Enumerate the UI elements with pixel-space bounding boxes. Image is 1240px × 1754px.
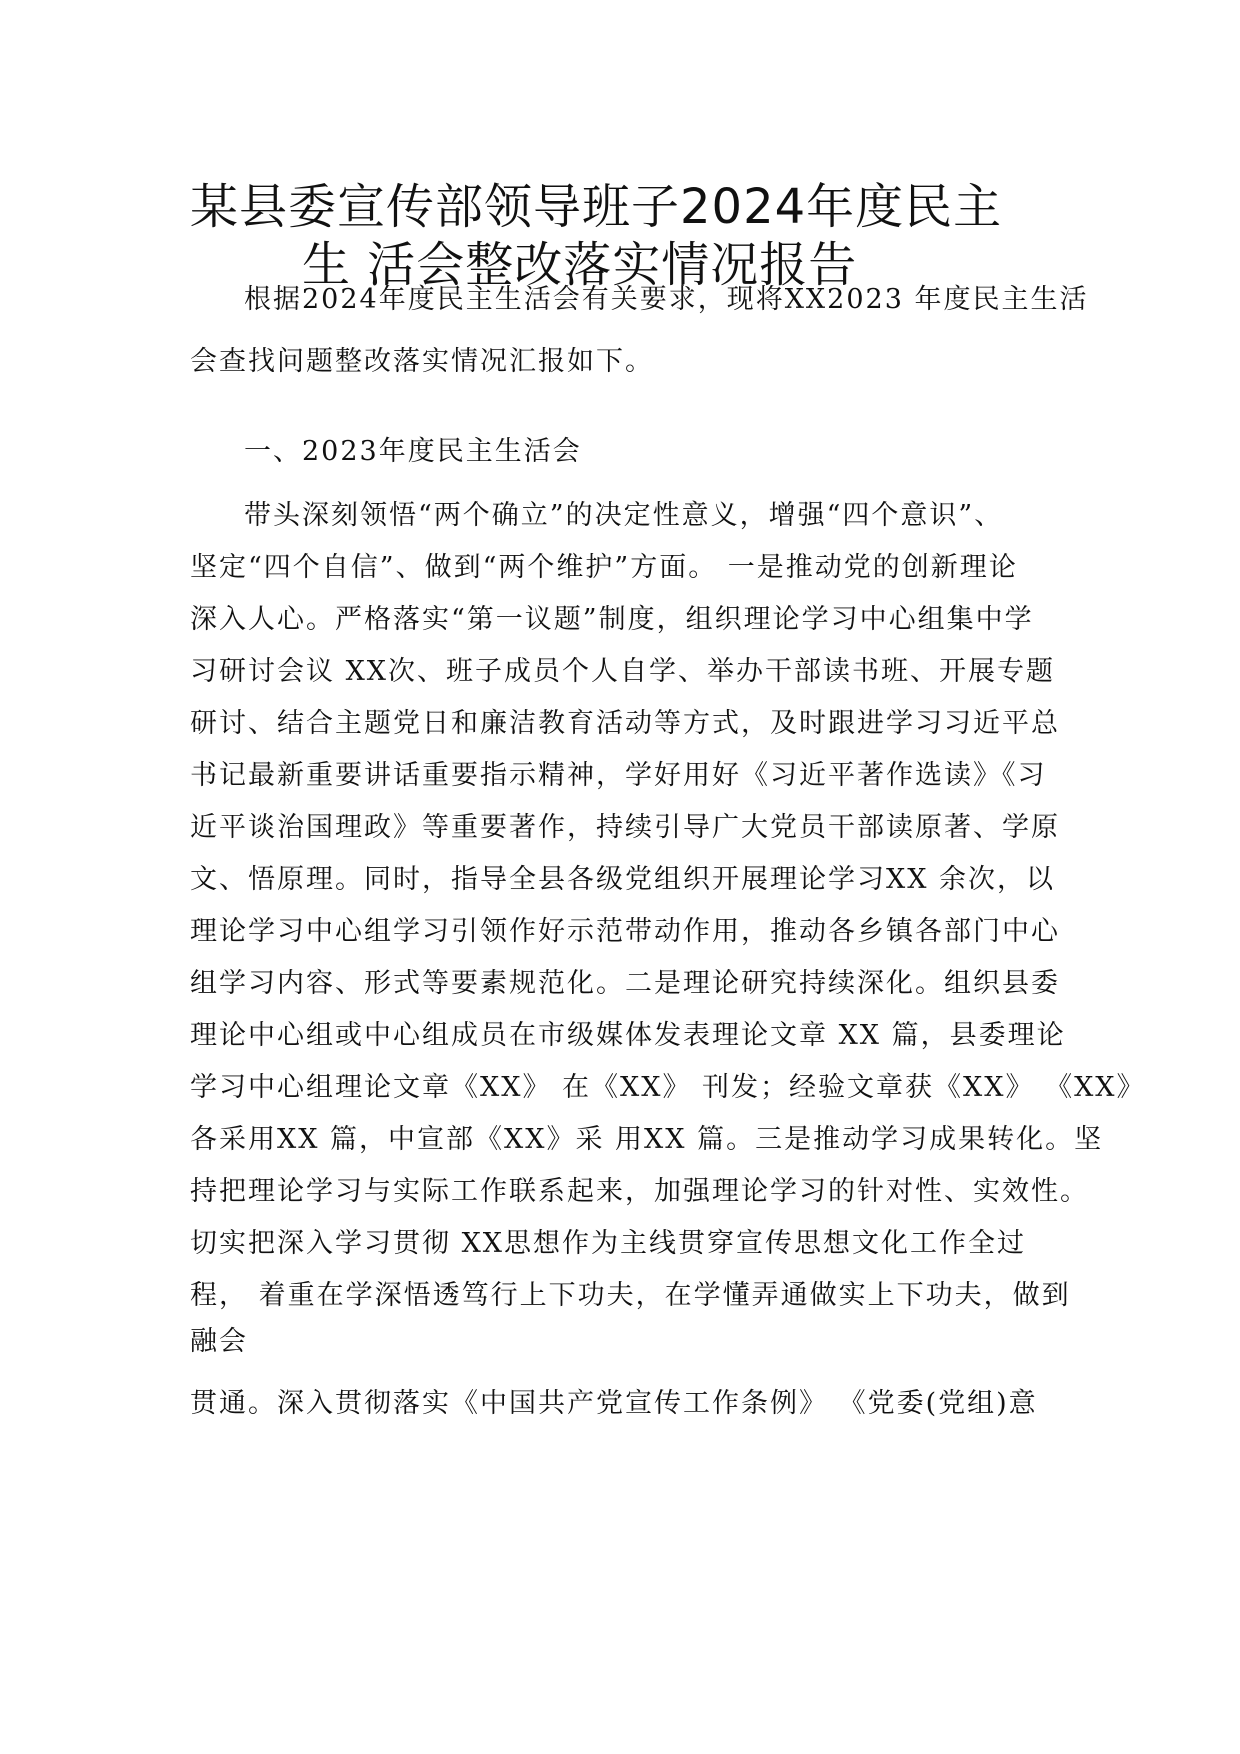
paragraph-line: 深入人心。严格落实“第一议题”制度，组织理论学习中心组集中学 — [190, 604, 1034, 635]
intro-line: 根据2024年度民主生活会有关要求，现将XX2023 年度民主生活 — [244, 284, 1089, 315]
paragraph-line: 学习中心组理论文章《XX》 在《XX》 刊发；经验文章获《XX》 《XX》 — [190, 1072, 1146, 1103]
paragraph-line: 带头深刻领悟“两个确立”的决定性意义，增强“四个意识”、 — [244, 500, 1004, 531]
paragraph-line: 习研讨会议 XX次、班子成员个人自学、举办干部读书班、开展专题 — [190, 656, 1056, 687]
body-paragraph — [190, 490, 1146, 1430]
paragraph-line: 程， 着重在学深悟透笃行上下功夫，在学懂弄通做实上下功夫，做到 — [190, 1280, 1071, 1311]
paragraph-line: 各采用XX 篇，中宣部《XX》采 用XX 篇。三是推动学习成果转化。坚 — [190, 1124, 1104, 1155]
paragraph-line: 坚定“四个自信”、做到“两个维护”方面。 一是推动党的创新理论 — [190, 552, 1018, 583]
paragraph-line: 持把理论学习与实际工作联系起来，加强理论学习的针对性、实效性。 — [190, 1176, 1089, 1207]
paragraph-line: 切实把深入学习贯彻 XX思想作为主线贯穿宣传思想文化工作全过 — [190, 1228, 1027, 1259]
section-heading: 一、2023年度民主生活会 — [244, 436, 582, 467]
paragraph-line: 文、悟原理。同时，指导全县各级党组织开展理论学习XX 余次，以 — [190, 864, 1056, 895]
title-line-2: 生 活会整改落实情况报告 — [302, 237, 858, 293]
intro-paragraph — [190, 270, 1089, 394]
paragraph-line: 书记最新重要讲话重要指示精神，学好用好《习近平著作选读》《习 — [190, 760, 1047, 791]
paragraph-line: 组学习内容、形式等要素规范化。二是理论研究持续深化。组织县委 — [190, 968, 1060, 999]
intro-line: 会查找问题整改落实情况汇报如下。 — [190, 346, 654, 377]
paragraph-line: 近平谈治国理政》等重要著作，持续引导广大党员干部读原著、学原 — [190, 812, 1060, 843]
paragraph-line: 理论学习中心组学习引领作好示范带动作用，推动各乡镇各部门中心 — [190, 916, 1060, 947]
paragraph-line: 融会 — [190, 1326, 248, 1357]
paragraph-line: 理论中心组或中心组成员在市级媒体发表理论文章 XX 篇，县委理论 — [190, 1020, 1066, 1051]
title-line-1: 某县委宣传部领导班子2024年度民主 — [190, 179, 1003, 235]
paragraph-line: 贯通。深入贯彻落实《中国共产党宣传工作条例》 《党委(党组)意 — [190, 1388, 1038, 1419]
paragraph-line: 研讨、结合主题党日和廉洁教育活动等方式，及时跟进学习习近平总 — [190, 708, 1060, 739]
